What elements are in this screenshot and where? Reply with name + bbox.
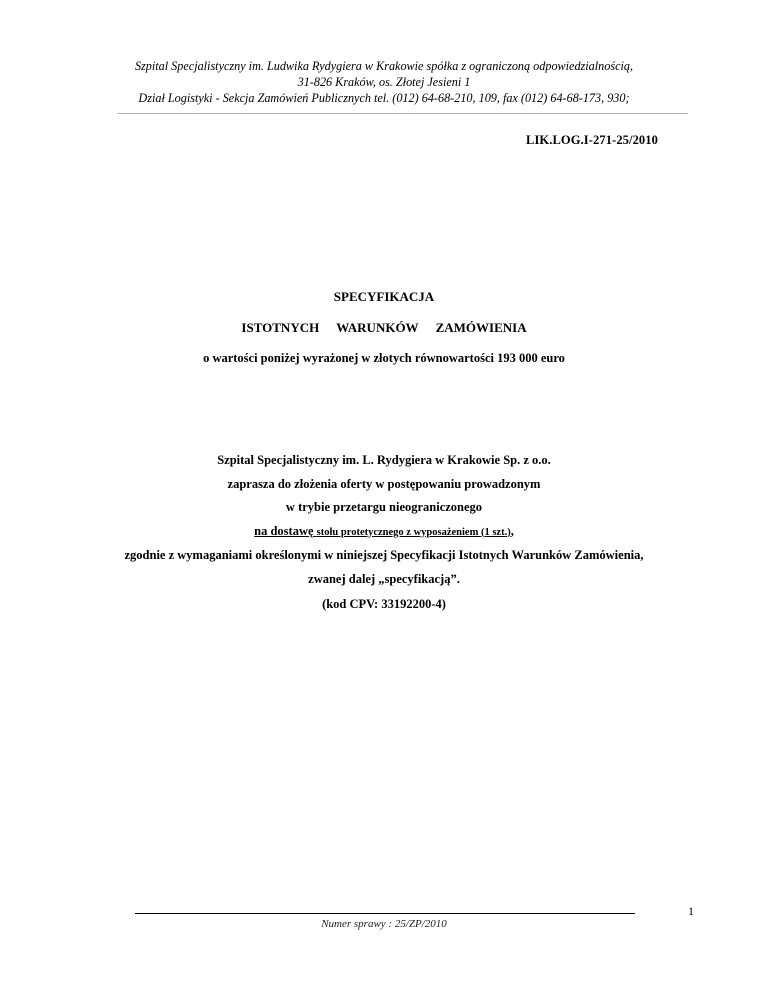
- header-divider: [118, 113, 688, 114]
- letterhead-line-1: Szpital Specjalistyczny im. Ludwika Rydygiera w Krakowie spółka z ograniczoną odpowiedzialnością,: [134, 59, 634, 73]
- invitation-named: zwanej dalej „specyfikacją”.: [308, 571, 460, 586]
- footer-case-reference: Numer sprawy : 25/ZP/2010: [321, 918, 447, 930]
- title-value-threshold: o wartości poniżej wyrażonej w złotych równowartości 193 000 euro: [203, 351, 565, 365]
- subject-quantity: (1 szt.): [478, 526, 511, 538]
- letterhead-line-2: 31-826 Kraków, os. Złotej Jesieni 1: [297, 75, 471, 89]
- title-essential-terms: ISTOTNYCH WARUNKÓW ZAMÓWIENIA: [241, 320, 527, 335]
- letterhead-line-3: Dział Logistyki - Sekcja Zamówień Publicznych tel. (012) 64-68-210, 109, fax (012) 64-68-173, 930;: [138, 91, 630, 105]
- invitation-procedure: w trybie przetargu nieograniczonego: [285, 500, 483, 514]
- subject-suffix: ,: [510, 523, 514, 538]
- letterhead: [0, 58, 768, 106]
- invitation-hospital: Szpital Specjalistyczny im. L. Rydygiera w Krakowie Sp. z o.o.: [217, 453, 551, 467]
- invitation-invites: zaprasza do złożenia oferty w postępowaniu prowadzonym: [227, 476, 541, 491]
- subject-prefix: na dostawę: [254, 523, 317, 538]
- case-number: LIK.LOG.I-271-25/2010: [526, 133, 658, 147]
- invitation-requirements: zgodnie z wymaganiami określonymi w niniejszej Specyfikacji Istotnych Warunków Zamówienia,: [124, 548, 644, 562]
- footer-divider: [135, 913, 635, 914]
- title-specification: SPECYFIKACJA: [333, 289, 435, 304]
- invitation-subject: [0, 520, 768, 545]
- cpv-code: (kod CPV: 33192200-4): [322, 597, 446, 611]
- invitation-block: [0, 449, 768, 591]
- subject-item: stołu protetycznego z wyposażeniem: [316, 526, 479, 538]
- page-number: 1: [688, 904, 694, 918]
